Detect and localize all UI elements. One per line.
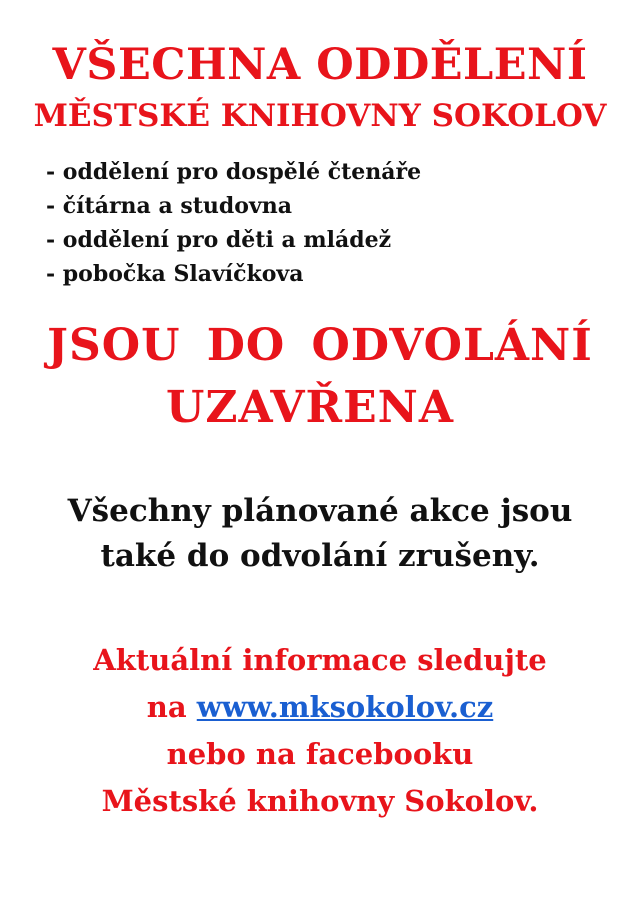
info-line2	[0, 690, 640, 724]
events-notice-line1: Všechny plánované akce jsou	[67, 493, 573, 529]
info-line4: Městské knihovny Sokolov.	[101, 784, 539, 818]
main-heading: VŠECHNA ODDĚLENÍ	[52, 40, 588, 90]
info-line3: nebo na facebooku	[166, 737, 474, 771]
sub-heading: MĚSTSKÉ KNIHOVNY SOKOLOV	[33, 98, 607, 134]
closure-notice-line2: UZAVŘENA	[165, 382, 455, 433]
website-link[interactable]: www.mksokolov.cz	[196, 690, 494, 724]
list-item: - oddělení pro děti a mládež	[46, 227, 392, 253]
list-item: - pobočka Slavíčkova	[46, 261, 304, 287]
department-list	[46, 155, 421, 291]
closure-notice-line1: JSOU DO ODVOLÁNÍ	[47, 320, 593, 371]
info-prefix: na	[146, 690, 197, 724]
info-line1: Aktuální informace sledujte	[93, 643, 547, 677]
list-item: - oddělení pro dospělé čtenáře	[46, 159, 422, 185]
events-notice-line2: také do odvolání zrušeny.	[100, 538, 540, 574]
list-item: - čítárna a studovna	[46, 193, 293, 219]
